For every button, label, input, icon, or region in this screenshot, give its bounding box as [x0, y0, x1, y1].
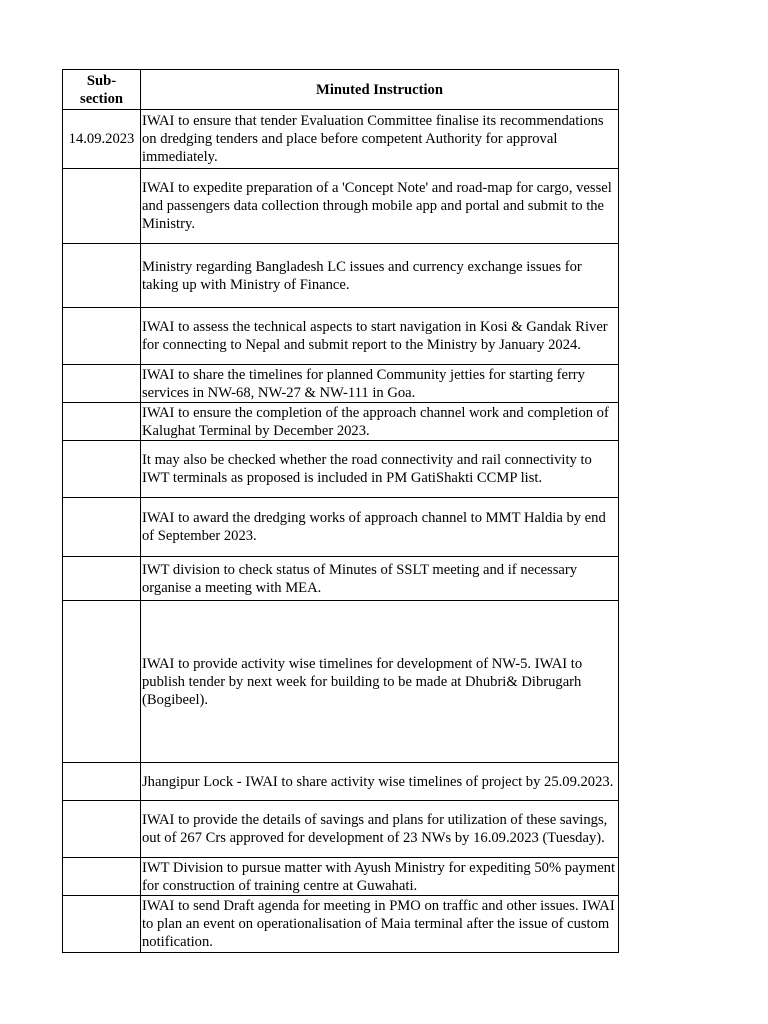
subsection-cell — [63, 601, 141, 763]
table-row — [63, 557, 619, 601]
instruction-cell: IWAI to send Draft agenda for meeting in PMO on traffic and other issues. IWAI to plan an event on operationalisation of Maia terminal after the issue of custom notification. — [141, 896, 619, 953]
subsection-cell — [63, 169, 141, 244]
subsection-cell — [63, 365, 141, 403]
subsection-cell — [63, 858, 141, 896]
table-row — [63, 403, 619, 441]
subsection-cell — [63, 763, 141, 801]
instruction-cell: IWAI to assess the technical aspects to start navigation in Kosi & Gandak River for connecting to Nepal and submit report to the Ministry by January 2024. — [141, 308, 619, 365]
instruction-cell: IWT Division to pursue matter with Ayush Ministry for expediting 50% payment for construction of training centre at Guwahati. — [141, 858, 619, 896]
instruction-cell: IWAI to expedite preparation of a 'Concept Note' and road-map for cargo, vessel and passengers data collection through mobile app and portal and submit to the Ministry. — [141, 169, 619, 244]
subsection-header: Sub- section — [63, 70, 141, 110]
instruction-cell: IWAI to share the timelines for planned Community jetties for starting ferry services in NW-68, NW-27 & NW-111 in Goa. — [141, 365, 619, 403]
table-row — [63, 308, 619, 365]
instruction-cell: IWAI to provide activity wise timelines for development of NW-5. IWAI to publish tender by next week for building to be made at Dhubri& Dibrugarh (Bogibeel). — [141, 601, 619, 763]
table-row — [63, 763, 619, 801]
subsection-cell — [63, 801, 141, 858]
minutes-table — [62, 69, 619, 953]
table-row — [63, 441, 619, 498]
instruction-cell: Jhangipur Lock - IWAI to share activity wise timelines of project by 25.09.2023. — [141, 763, 619, 801]
instruction-header: Minuted Instruction — [141, 70, 619, 110]
table-row — [63, 498, 619, 557]
subsection-cell — [63, 557, 141, 601]
table-row — [63, 801, 619, 858]
subsection-cell — [63, 441, 141, 498]
header-row — [63, 70, 619, 110]
table-row — [63, 365, 619, 403]
subsection-cell — [63, 244, 141, 308]
subsection-cell — [63, 896, 141, 953]
table-row — [63, 169, 619, 244]
table-row — [63, 896, 619, 953]
table-row — [63, 244, 619, 308]
instruction-cell: IWAI to ensure the completion of the approach channel work and completion of Kalughat Terminal by December 2023. — [141, 403, 619, 441]
table-row — [63, 601, 619, 763]
instruction-cell: IWT division to check status of Minutes of SSLT meeting and if necessary organise a meeting with MEA. — [141, 557, 619, 601]
table-row — [63, 110, 619, 169]
instruction-cell: IWAI to ensure that tender Evaluation Committee finalise its recommendations on dredging tenders and place before competent Authority for approval immediately. — [141, 110, 619, 169]
subsection-cell — [63, 308, 141, 365]
instruction-cell: IWAI to award the dredging works of approach channel to MMT Haldia by end of September 2023. — [141, 498, 619, 557]
instruction-cell: IWAI to provide the details of savings and plans for utilization of these savings, out of 267 Crs approved for development of 23 NWs by 16.09.2023 (Tuesday). — [141, 801, 619, 858]
instruction-cell: It may also be checked whether the road connectivity and rail connectivity to IWT terminals as proposed is included in PM GatiShakti CCMP list. — [141, 441, 619, 498]
subsection-cell — [63, 403, 141, 441]
subsection-cell — [63, 498, 141, 557]
table-row — [63, 858, 619, 896]
subsection-cell: 14.09.2023 — [63, 110, 141, 169]
instruction-cell: Ministry regarding Bangladesh LC issues and currency exchange issues for taking up with Ministry of Finance. — [141, 244, 619, 308]
